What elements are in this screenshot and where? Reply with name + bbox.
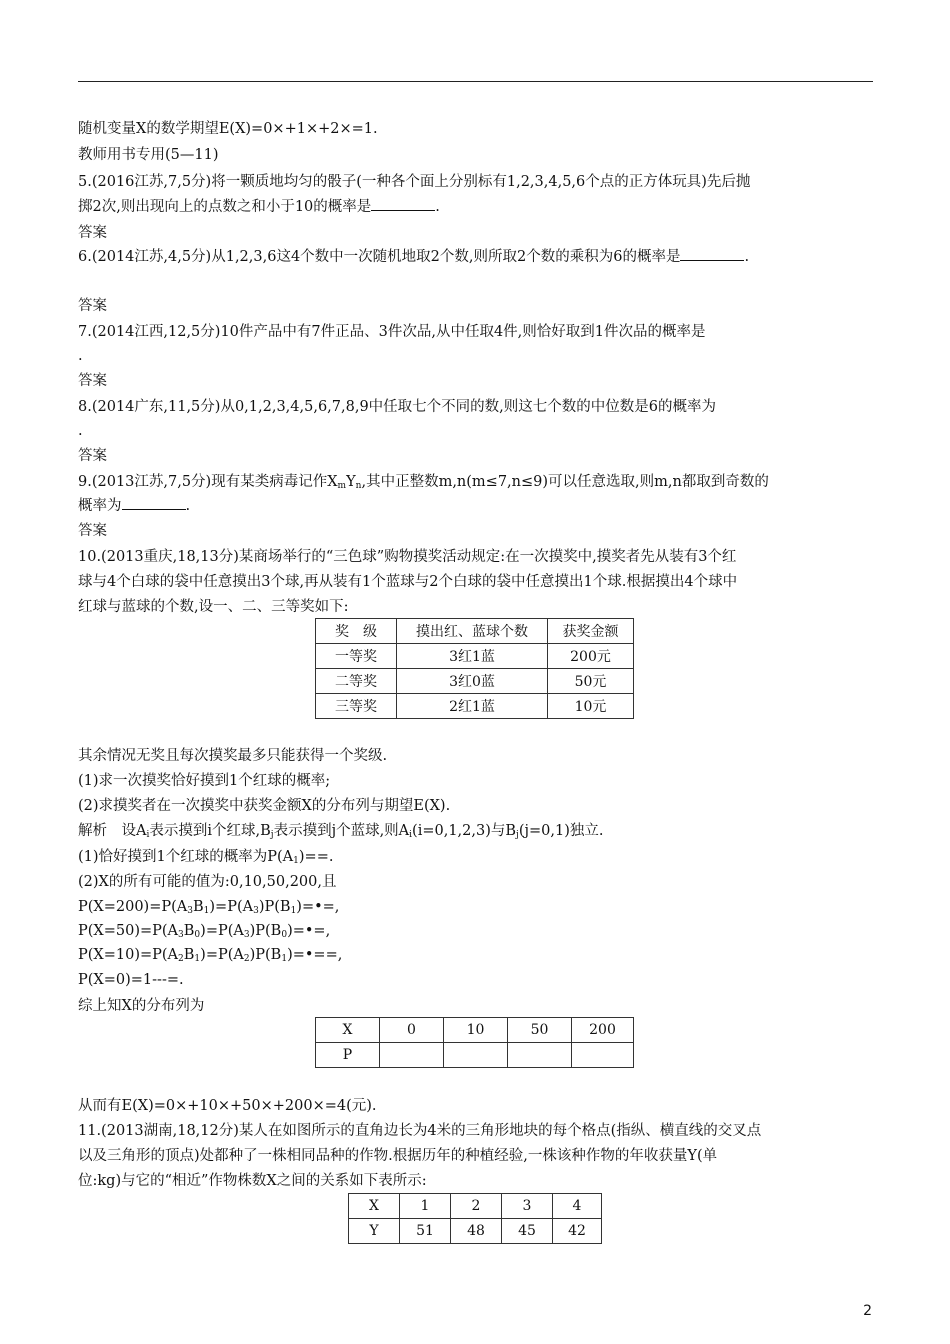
- sub-question: (1)求一次摸奖恰好摸到1个红球的概率;: [78, 773, 331, 789]
- table-cell: 3: [502, 1194, 553, 1219]
- table-cell: 48: [451, 1219, 502, 1244]
- solution-line: (2)X的所有可能的值为:0,10,50,200,且: [78, 874, 337, 890]
- table-cell: 2红1蓝: [397, 694, 548, 719]
- text-line: 随机变量X的数学期望E(X)=0×+1×+2×=1.: [78, 121, 378, 137]
- table-cell: 42: [553, 1219, 602, 1244]
- text-line: 红球与蓝球的个数,设一、二、三等奖如下:: [78, 599, 349, 615]
- table-row: [316, 644, 634, 669]
- table-cell: 二等奖: [316, 669, 397, 694]
- table-cell: [380, 1043, 444, 1068]
- table-cell: [444, 1043, 508, 1068]
- question-11: 11.(2013湖南,18,12分)某人在如图所示的直角边长为4米的三角形地块的每个格点(指纵、横直线的交叉点: [78, 1123, 762, 1139]
- table-row: [349, 1219, 602, 1244]
- solution-line: (1)恰好摸到1个红球的概率为$P(A_1)==$.: [78, 849, 334, 866]
- solution-line: P(X=0)=1---=.: [78, 972, 184, 988]
- table-row: [316, 694, 634, 719]
- answer-label: 答案: [78, 298, 107, 314]
- table-cell: 三等奖: [316, 694, 397, 719]
- table-cell: 50: [508, 1018, 572, 1043]
- table-row: [316, 619, 634, 644]
- table-header-cell: 摸出红、蓝球个数: [397, 619, 548, 644]
- table-cell: 45: [502, 1219, 553, 1244]
- table-cell: X: [316, 1018, 380, 1043]
- question-5: 5.(2016江苏,7,5分)将一颗质地均匀的骰子(一种各个面上分别标有1,2,3,4,5,6个点的正方体玩具)先后抛: [78, 174, 751, 190]
- text-line: 其余情况无奖且每次摸奖最多只能获得一个奖级.: [78, 748, 388, 764]
- header-rule: [78, 81, 873, 82]
- table-cell: 200元: [548, 644, 634, 669]
- text-line: .: [78, 423, 83, 439]
- table-row: [316, 1043, 634, 1068]
- table-cell: 一等奖: [316, 644, 397, 669]
- answer-label: 答案: [78, 448, 107, 464]
- yield-table: [348, 1193, 602, 1244]
- question-8: 8.(2014广东,11,5分)从0,1,2,3,4,5,6,7,8,9中任取七个不同的数,则这七个数的中位数是6的概率为: [78, 399, 717, 415]
- table-cell: 10元: [548, 694, 634, 719]
- prize-table: [315, 618, 634, 719]
- table-cell: 3红1蓝: [397, 644, 548, 669]
- question-9: 9.(2013江苏,7,5分)现有某类病毒记作$X_mY_n$,其中正整数m,n(m≤7,n≤9)可以任意选取,则m,n都取到奇数的: [78, 474, 769, 491]
- table-cell: [508, 1043, 572, 1068]
- text-line: .: [78, 348, 83, 364]
- table-cell: 10: [444, 1018, 508, 1043]
- distribution-table: [315, 1017, 634, 1068]
- answer-blank: [680, 248, 744, 261]
- table-cell: 4: [553, 1194, 602, 1219]
- text-line: 掷2次,则出现向上的点数之和小于10的概率是 .: [78, 199, 440, 215]
- table-header-cell: 奖 级: [316, 619, 397, 644]
- table-cell: 50元: [548, 669, 634, 694]
- text-line: 综上知X的分布列为: [78, 998, 205, 1014]
- table-row: [316, 669, 634, 694]
- answer-label: 答案: [78, 225, 107, 241]
- answer-label: 答案: [78, 373, 107, 389]
- question-7: 7.(2014江西,12,5分)10件产品中有7件正品、3件次品,从中任取4件,则恰好取到1件次品的概率是: [78, 324, 706, 340]
- solution-line: $P(X=200)=P(A_3B_1)=P(A_3)P(B_1)=•=$,: [78, 899, 340, 916]
- table-cell: 2: [451, 1194, 502, 1219]
- table-header-cell: 获奖金额: [548, 619, 634, 644]
- table-cell: Y: [349, 1219, 400, 1244]
- table-cell: 1: [400, 1194, 451, 1219]
- answer-blank: [371, 198, 435, 211]
- question-10: 10.(2013重庆,18,13分)某商场举行的“三色球”购物摸奖活动规定:在一次摸奖中,摸奖者先从装有3个红: [78, 549, 737, 565]
- answer-blank: [122, 497, 186, 510]
- table-cell: 51: [400, 1219, 451, 1244]
- table-cell: [572, 1043, 634, 1068]
- text-line: 从而有E(X)=0×+10×+50×+200×=4(元).: [78, 1098, 377, 1114]
- text-line: 位:kg)与它的“相近”作物株数X之间的关系如下表所示:: [78, 1173, 427, 1189]
- text-line: 以及三角形的顶点)处都种了一株相同品种的作物.根据历年的种植经验,一株该种作物的年收获量Y(单: [78, 1148, 718, 1164]
- text-line: 概率为 .: [78, 498, 191, 514]
- page-number: 2: [863, 1303, 872, 1319]
- section-heading: 教师用书专用(5—11): [78, 147, 219, 163]
- table-cell: 0: [380, 1018, 444, 1043]
- table-row: [316, 1018, 634, 1043]
- solution-line: $P(X=10)=P(A_2B_1)=P(A_2)P(B_1)=•==$,: [78, 947, 343, 964]
- text-line: 球与4个白球的袋中任意摸出3个球,再从装有1个蓝球与2个白球的袋中任意摸出1个球.根据摸出4个球中: [78, 574, 738, 590]
- sub-question: (2)求摸奖者在一次摸奖中获奖金额X的分布列与期望E(X).: [78, 798, 451, 814]
- answer-label: 答案: [78, 523, 107, 539]
- table-cell: 200: [572, 1018, 634, 1043]
- table-cell: X: [349, 1194, 400, 1219]
- table-cell: 3红0蓝: [397, 669, 548, 694]
- solution-intro: 解析 设$A_i$表示摸到i个红球$,B_j$表示摸到j个蓝球,则$A_i(i=0,1,2,3)$与$B_j(j=0,1)$独立.: [78, 823, 604, 840]
- table-cell: P: [316, 1043, 380, 1068]
- question-6: 6.(2014江苏,4,5分)从1,2,3,6这4个数中一次随机地取2个数,则所取2个数的乘积为6的概率是 .: [78, 249, 750, 265]
- table-row: [349, 1194, 602, 1219]
- solution-line: $P(X=50)=P(A_3B_0)=P(A_3)P(B_0)=•=$,: [78, 923, 331, 940]
